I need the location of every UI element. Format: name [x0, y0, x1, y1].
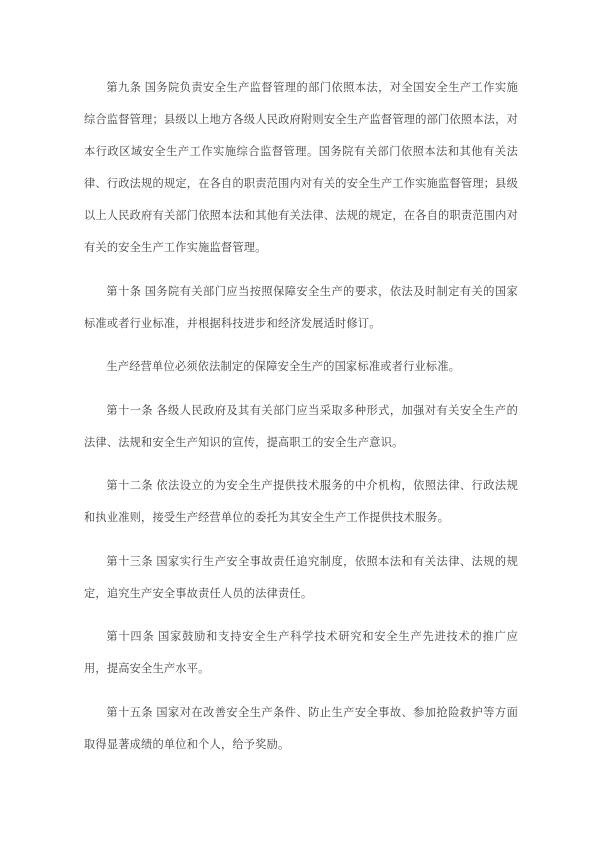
paragraph-article-11: 第十一条 各级人民政府及其有关部门应当采取多种形式，加强对有关安全生产的法律、法规和安全生产知识的宣传，提高职工的安全生产意识。	[84, 404, 518, 449]
paragraph-article-10-clause-2: 生产经营单位必须依法制定的保障安全生产的国家标准或者行业标准。	[106, 361, 461, 373]
paragraph-article-13: 第十三条 国家实行生产安全事故责任追究制度，依照本法和有关法律、法规的规定，追究生产安全事故责任人员的法律责任。	[84, 555, 518, 600]
paragraph-article-9: 第九条 国务院负责安全生产监督管理的部门依照本法，对全国安全生产工作实施综合监督管理；县级以上地方各级人民政府附则安全生产监督管理的部门依照本法，对本行政区域安全生产工作实施综合监督管理。国务院有关部门依照本法和其他有关法律、行政法规的规定，在各自的职责范围内对有关的安全生产工作实施监督管理；县级以上人民政府有关部门依照本法和其他有关法律、法规的规定，在各自的职责范围内对有关的安全生产工作实施监督管理。	[84, 82, 518, 254]
paragraph-article-14: 第十四条 国家鼓励和支持安全生产科学技术研究和安全生产先进技术的推广应用，提高安全生产水平。	[84, 631, 518, 675]
paragraph-article-12: 第十二条 依法设立的为安全生产提供技术服务的中介机构，依照法律、行政法规和执业准则，接受生产经营单位的委托为其安全生产工作提供技术服务。	[84, 480, 518, 524]
paragraph-article-15: 第十五条 国家对在改善安全生产条件、防止生产安全事故、参加抢险救护等方面取得显著成绩的单位和个人，给予奖励。	[84, 706, 518, 751]
paragraph-article-10-clause-1: 第十条 国务院有关部门应当按照保障安全生产的要求，依法及时制定有关的国家标准或者行业标准，并根据科技进步和经济发展适时修订。	[84, 285, 518, 330]
